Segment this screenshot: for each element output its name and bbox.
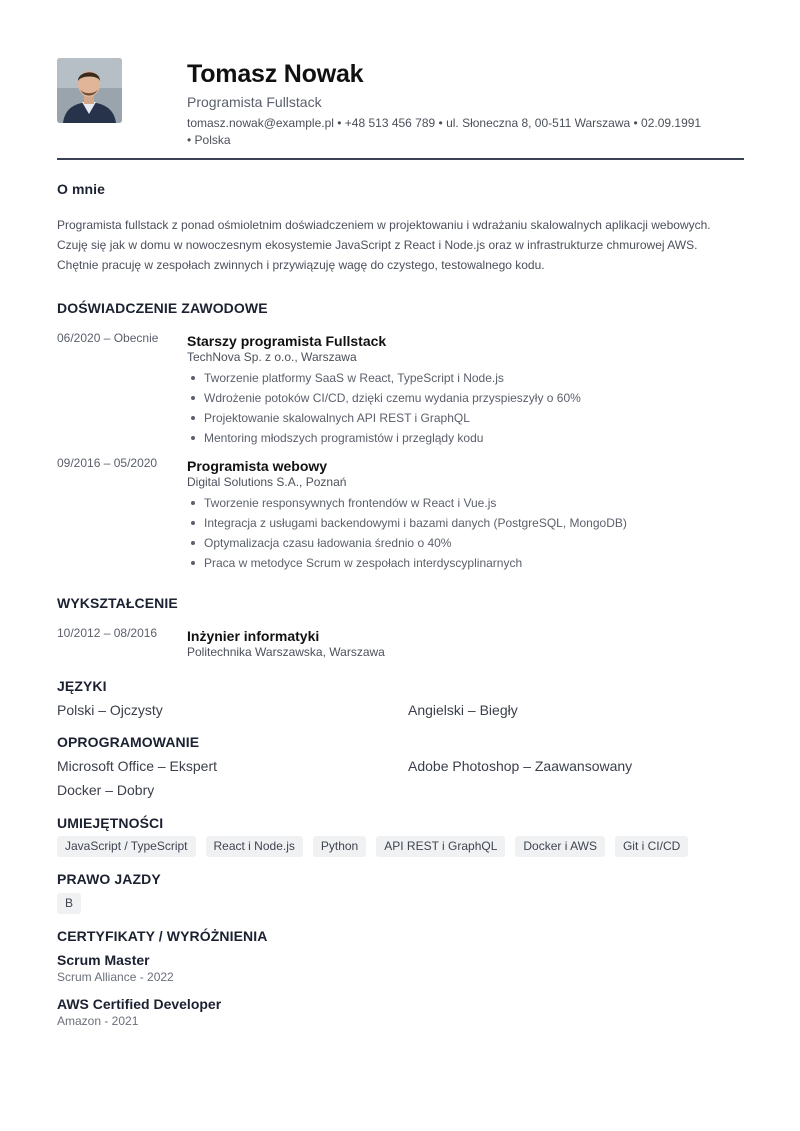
certificate-name: AWS Certified Developer: [57, 996, 222, 1012]
bullet-item: Praca w metodyce Scrum w zespołach interdyscyplinarnych: [187, 553, 747, 573]
bullet-item: Tworzenie platformy SaaS w React, TypeScript i Node.js: [187, 368, 747, 388]
bullet-item: Wdrożenie potoków CI/CD, dzięki czemu wydania przyspieszyły o 60%: [187, 388, 747, 408]
language-item: Polski – Ojczysty: [57, 702, 163, 718]
education-title: WYKSZTAŁCENIE: [57, 595, 178, 611]
software-title: OPROGRAMOWANIE: [57, 734, 200, 750]
skills-title: UMIEJĘTNOŚCI: [57, 815, 164, 831]
entry-bullets: [187, 368, 747, 448]
skill-chip: Docker i AWS: [515, 836, 605, 857]
bullet-item: Tworzenie responsywnych frontendów w React i Vue.js: [187, 493, 747, 513]
resume-header: [57, 58, 744, 160]
experience-title: DOŚWIADCZENIE ZAWODOWE: [57, 300, 268, 316]
bullet-item: Mentoring młodszych programistów i przeglądy kodu: [187, 428, 747, 448]
entry-degree: Inżynier informatyki: [187, 628, 320, 644]
software-item: Docker – Dobry: [57, 782, 155, 798]
bullet-item: Integracja z usługami backendowymi i bazami danych (PostgreSQL, MongoDB): [187, 513, 747, 533]
certificate-issuer: Scrum Alliance - 2022: [57, 970, 174, 984]
contact-line: • Polska: [187, 133, 231, 147]
software-item: Adobe Photoshop – Zaawansowany: [408, 758, 633, 774]
entry-role: Programista webowy: [187, 458, 328, 474]
bullet-item: Projektowanie skalowalnych API REST i GraphQL: [187, 408, 747, 428]
skill-chip: API REST i GraphQL: [376, 836, 505, 857]
certificate-name: Scrum Master: [57, 952, 150, 968]
entry-dates: 06/2020 – Obecnie: [57, 331, 159, 345]
certificate-item: [57, 951, 174, 986]
driving-title: PRAWO JAZDY: [57, 871, 161, 887]
languages-title: JĘZYKI: [57, 678, 107, 694]
about-text: Programista fullstack z ponad ośmioletnim doświadczeniem w projektowaniu i wdrażaniu skalowalnych aplikacji webowych. Czuję się jak w domu w nowoczesnym ekosystemie JavaScript z React i Node.js oraz w infrastrukturze chmurowej AWS. Chętnie pracuję w zespołach zwinnych i przywiązuję wagę do czystego, testowalnego kodu.: [57, 218, 711, 272]
entry-role: Starszy programista Fullstack: [187, 333, 387, 349]
language-item: Angielski – Biegły: [408, 702, 518, 718]
entry-school: Politechnika Warszawska, Warszawa: [187, 645, 385, 659]
certificates-title: CERTYFIKATY / WYRÓŻNIENIA: [57, 928, 268, 944]
about-title: O mnie: [57, 181, 106, 197]
skill-chip: JavaScript / TypeScript: [57, 836, 196, 857]
bullet-item: Optymalizacja czasu ładowania średnio o 40%: [187, 533, 747, 553]
entry-company: Digital Solutions S.A., Poznań: [187, 475, 347, 489]
skills-list: [57, 836, 688, 857]
full-name: Tomasz Nowak: [187, 60, 364, 88]
skill-chip: Python: [313, 836, 366, 857]
contact-info: [187, 115, 747, 149]
job-title: Programista Fullstack: [187, 94, 322, 110]
skill-chip: Git i CI/CD: [615, 836, 688, 857]
driving-category-chip: B: [57, 893, 81, 914]
contact-line: tomasz.nowak@example.pl • +48 513 456 789 • ul. Słoneczna 8, 00-511 Warszawa • 02.09.1991: [187, 116, 702, 130]
entry-company: TechNova Sp. z o.o., Warszawa: [187, 350, 357, 364]
certificate-item: [57, 995, 221, 1030]
software-item: Microsoft Office – Ekspert: [57, 758, 218, 774]
entry-dates: 10/2012 – 08/2016: [57, 626, 158, 640]
entry-dates: 09/2016 – 05/2020: [57, 456, 158, 470]
skill-chip: React i Node.js: [206, 836, 303, 857]
driving-list: [57, 893, 81, 914]
profile-photo: [57, 58, 122, 123]
certificate-issuer: Amazon - 2021: [57, 1014, 139, 1028]
entry-bullets: [187, 493, 747, 573]
